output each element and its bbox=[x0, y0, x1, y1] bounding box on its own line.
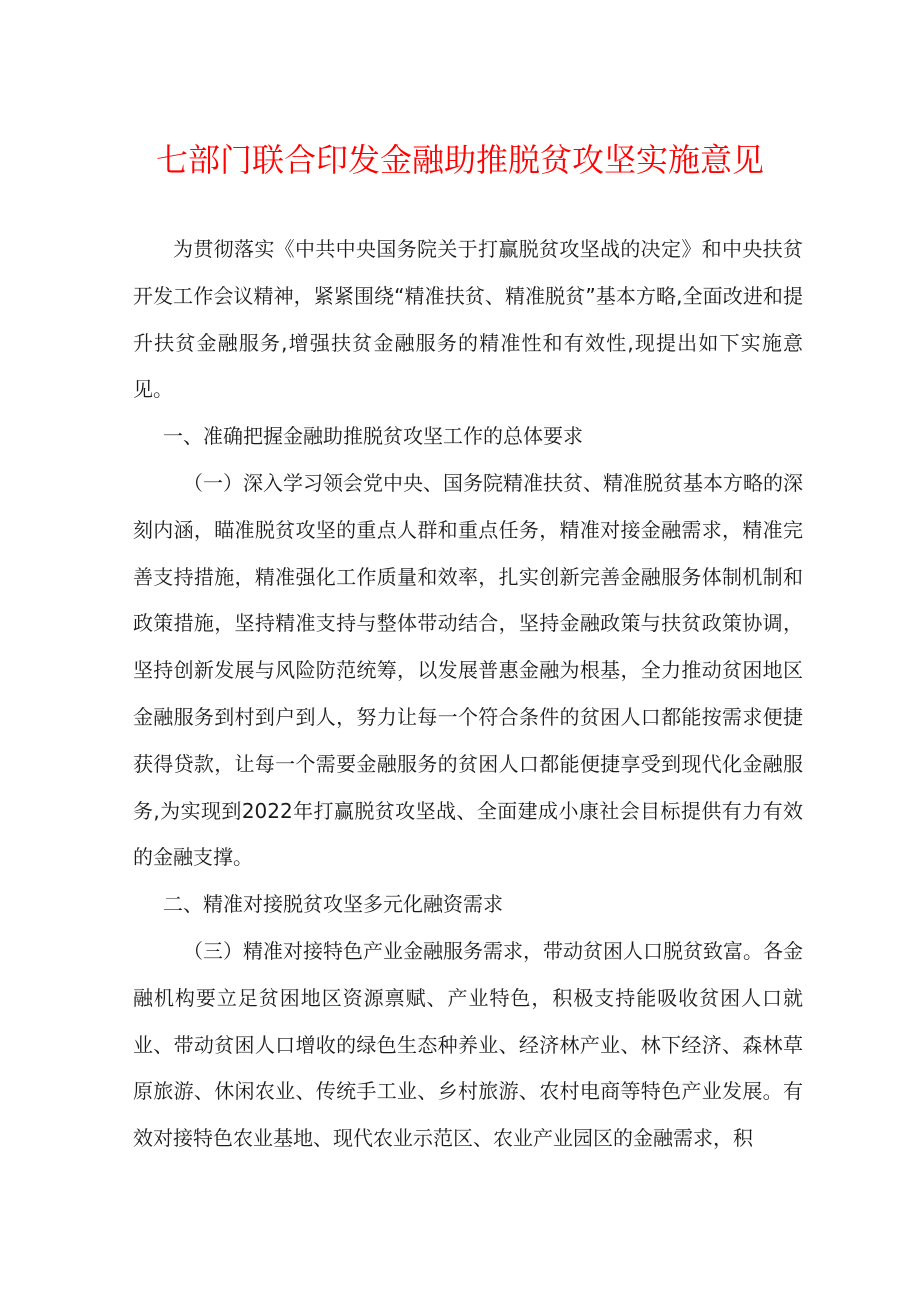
document-body bbox=[133, 226, 803, 1162]
document-title: 七部门联合印发金融助推脱贫攻坚实施意见 bbox=[155, 141, 764, 179]
section-heading-2: 二、精准对接脱贫攻坚多元化融资需求 bbox=[163, 892, 503, 917]
intro-paragraph: 为贯彻落实《中共中央国务院关于打赢脱贫攻坚战的决定》和中央扶贫开发工作会议精神，紧紧围绕“精准扶贫、精准脱贫”基本方略,全面改进和提升扶贫金融服务,增强扶贫金融服务的精准性和有效性,现提出如下实施意见。 bbox=[133, 237, 803, 402]
paragraph-item-3: （三）精准对接特色产业金融服务需求，带动贫困人口脱贫致富。各金融机构要立足贫困地区资源禀赋、产业特色，积极支持能吸收贫困人口就业、带动贫困人口增收的绿色生态种养业、经济林产业、林下经济、森林草原旅游、休闲农业、传统手工业、乡村旅游、农村电商等特色产业发展。有效对接特色农业基地、现代农业示范区、农业产业园区的金融需求，积 bbox=[133, 938, 803, 1151]
section-heading-1: 一、准确把握金融助推脱贫攻坚工作的总体要求 bbox=[163, 424, 583, 449]
paragraph-item-1: （一）深入学习领会党中央、国务院精准扶贫、精准脱贫基本方略的深刻内涵，瞄准脱贫攻坚的重点人群和重点任务，精准对接金融需求，精准完善支持措施，精准强化工作质量和效率，扎实创新完善金融服务体制机制和政策措施，坚持精准支持与整体带动结合，坚持金融政策与扶贫政策协调，坚持创新发展与风险防范统筹，以发展普惠金融为根基，全力推动贫困地区金融服务到村到户到人，努力让每一个符合条件的贫困人口都能按需求便捷获得贷款，让每一个需要金融服务的贫困人口都能便捷享受到现代化金融服务,为实现到2022年打赢脱贫攻坚战、全面建成小康社会目标提供有力有效的金融支撑。 bbox=[133, 470, 803, 870]
